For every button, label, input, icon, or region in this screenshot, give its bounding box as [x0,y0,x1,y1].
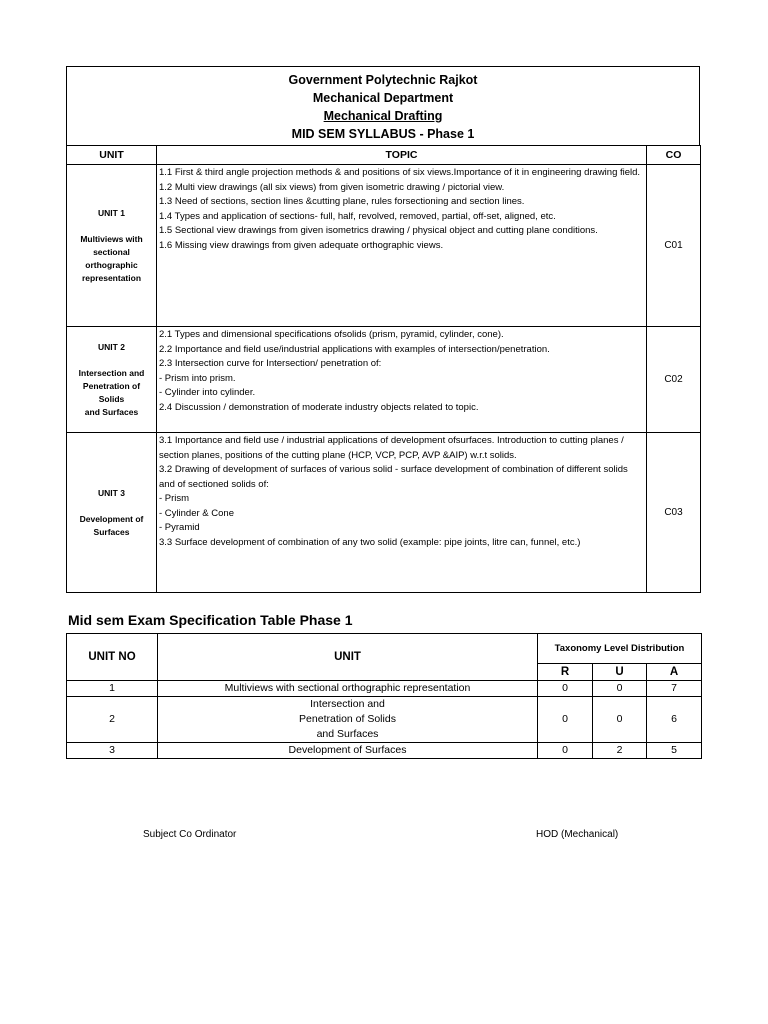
syllabus-row-unit-1 [67,165,701,327]
table-row [67,681,702,697]
u-cell: 2 [593,743,647,759]
topic-cell [157,433,647,593]
topic-item: - Prism into prism. [159,372,236,384]
column-header-co: CO [647,146,701,165]
column-header-unit: UNIT [158,634,538,681]
unit-name-line: Surfaces [93,526,130,537]
unit-cell [67,327,157,433]
column-header-unit-no: UNIT NO [67,634,158,681]
topic-item: - Pyramid [159,522,200,533]
level-header-r: R [538,664,593,681]
unit-name-line: Multiviews with [80,233,143,244]
co-cell: C03 [647,433,701,593]
a-cell: 7 [647,681,702,697]
unit-name-line: sectional [93,246,130,257]
unit-name-line: Development of [79,513,144,524]
spec-header-row [67,634,702,664]
topic-item: 3.2 Drawing of development of surfaces of various solid - surface development of combination of different solids and of sectioned solids of: [159,464,628,490]
syllabus-table [66,145,701,593]
table-row [67,697,702,743]
co-cell: C01 [647,165,701,327]
topic-item: 1.1 First & third angle projection methods & and positions of six views.Importance of it in engineering drawing field. [159,167,641,178]
signature-subject-coordinator: Subject Co Ordinator [143,829,237,840]
a-cell: 6 [647,697,702,743]
unit-number: UNIT 2 [98,341,125,352]
co-cell: C02 [647,327,701,433]
level-header-u: U [593,664,647,681]
topic-item: - Cylinder & Cone [159,507,234,519]
unit-name-line: Intersection and [78,367,145,378]
topic-item: 1.4 Types and application of sections- full, half, revolved, removed, partial, off-set, aligned, etc. [159,210,556,222]
unit-number: UNIT 3 [98,487,125,498]
spec-table [66,633,702,759]
unit-name-cell [158,697,538,743]
column-header-taxonomy: Taxonomy Level Distribution [538,634,702,664]
unit-name-line: Penetration of [82,380,141,391]
unit-cell [67,165,157,327]
topic-item: 1.5 Sectional view drawings from given isometrics drawing / physical object and cutting plane conditions. [159,225,598,236]
u-cell: 0 [593,681,647,697]
topic-item: 1.2 Multi view drawings (all six views) from given isometric drawing / pictorial view. [159,181,505,193]
topic-item: 3.3 Surface development of combination of any two solid (example: pipe joints, litre can, funnel, etc.) [159,536,581,548]
unit-name-cell: Multiviews with sectional orthographic representation [158,681,538,697]
spec-table-title: Mid sem Exam Specification Table Phase 1 [68,612,353,628]
r-cell: 0 [538,681,593,697]
topic-item: 3.1 Importance and field use / industrial applications of development ofsurfaces. Introduction to cutting planes / section planes, positions of the cutting plane (HCP, VCP, PCP, AVP &AIP) w.r.t solids. [159,435,624,461]
topic-item: 2.4 Discussion / demonstration of moderate industry objects related to topic. [159,401,479,413]
unit-name-line: and Surfaces [84,406,139,417]
institute-name: Government Polytechnic Rajkot [288,73,478,87]
unit-no-cell: 2 [67,697,158,743]
unit-name-line: and Surfaces [316,728,379,740]
syllabus-header-row [67,146,701,165]
subject-name: Mechanical Drafting [323,109,443,123]
signature-hod: HOD (Mechanical) [536,829,619,840]
topic-item: 2.1 Types and dimensional specifications ofsolids (prism, pyramid, cylinder, cone). [159,329,504,340]
syllabus-row-unit-3 [67,433,701,593]
r-cell: 0 [538,743,593,759]
unit-no-cell: 1 [67,681,158,697]
unit-name-line: representation [81,272,142,283]
department-name: Mechanical Department [312,91,454,105]
unit-cell [67,433,157,593]
syllabus-title: MID SEM SYLLABUS - Phase 1 [291,127,475,141]
unit-no-cell: 3 [67,743,158,759]
level-header-a: A [647,664,702,681]
topic-item: 2.2 Importance and field use/industrial applications with examples of intersection/penetration. [159,343,550,355]
unit-name-line: Intersection and [310,698,385,710]
unit-name-line: Solids [98,393,125,404]
unit-name-line: orthographic [85,259,138,270]
a-cell: 5 [647,743,702,759]
u-cell: 0 [593,697,647,743]
unit-number: UNIT 1 [98,207,125,218]
table-row [67,743,702,759]
r-cell: 0 [538,697,593,743]
document-header [66,66,700,145]
unit-name-line: Penetration of Solids [299,713,396,725]
topic-item: 1.3 Need of sections, section lines &cutting plane, rules forsectioning and section lines. [159,196,525,207]
column-header-topic: TOPIC [157,146,647,165]
topic-cell [157,327,647,433]
topic-cell [157,165,647,327]
column-header-unit: UNIT [67,146,157,165]
unit-name-cell: Development of Surfaces [158,743,538,759]
topic-item: 2.3 Intersection curve for Intersection/ penetration of: [159,358,382,369]
topic-item: 1.6 Missing view drawings from given adequate orthographic views. [159,239,444,251]
topic-item: - Prism [159,493,190,504]
topic-item: - Cylinder into cylinder. [159,387,256,398]
syllabus-row-unit-2 [67,327,701,433]
